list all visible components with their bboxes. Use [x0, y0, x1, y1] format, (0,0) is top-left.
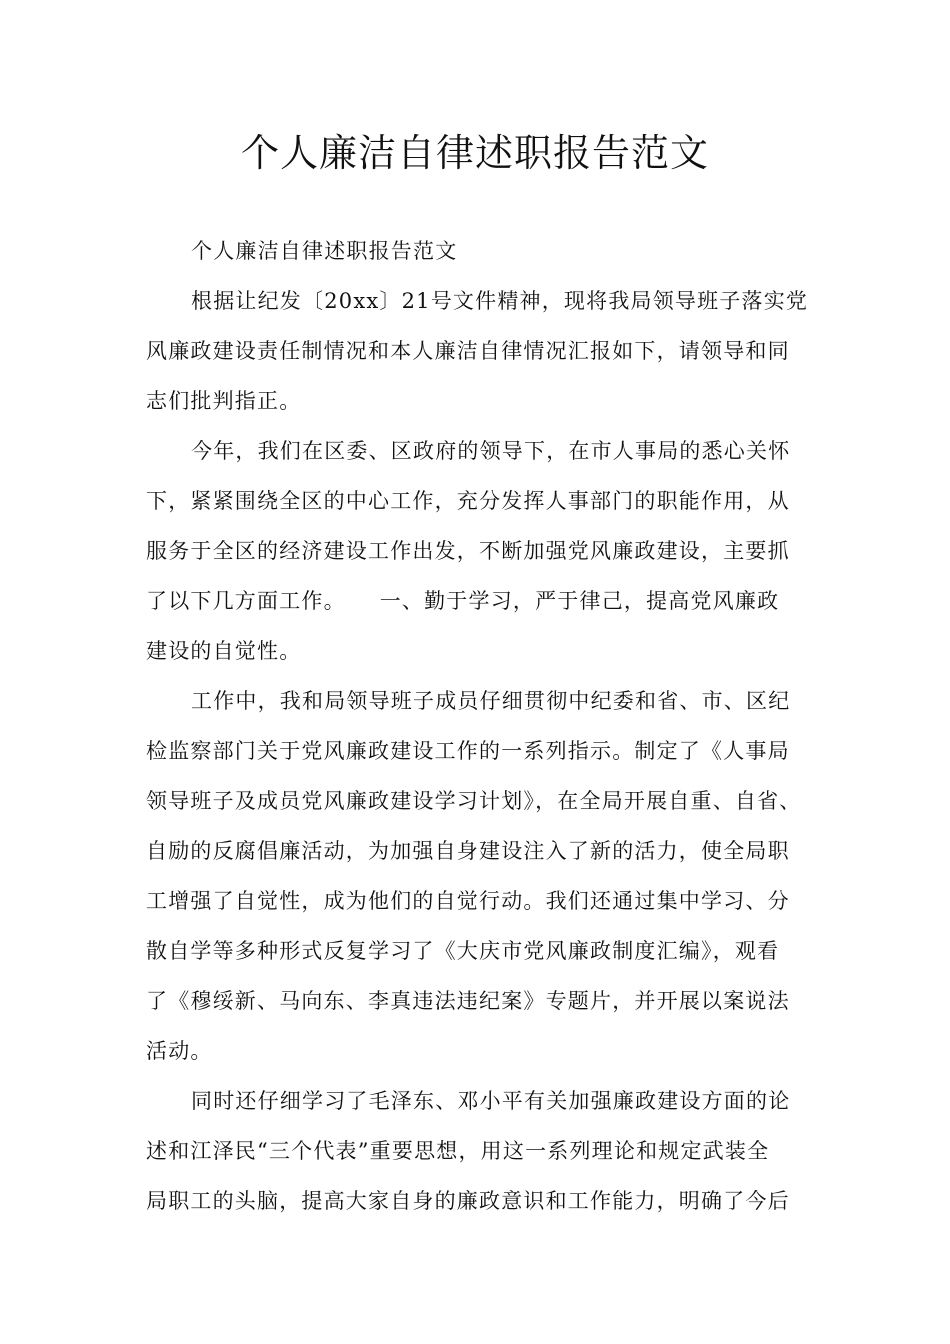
- text-line: 风廉政建设责任制情况和本人廉洁自律情况汇报如下，请领导和同: [146, 339, 790, 363]
- text-line: 建设的自觉性。: [146, 639, 302, 663]
- text-line: 述和江泽民“三个代表”重要思想，用这一系列理论和规定武装全: [146, 1139, 770, 1163]
- text-line: 下，紧紧围绕全区的中心工作，充分发挥人事部门的职能作用，从: [146, 489, 790, 513]
- document-title: 个人廉洁自律述职报告范文: [240, 131, 709, 175]
- text-line: 自励的反腐倡廉活动，为加强自身建设注入了新的活力，使全局职: [146, 839, 790, 863]
- text-line: 了以下几方面工作。 一、勤于学习，严于律己，提高党风廉政: [146, 589, 780, 613]
- text-line: 志们批判指正。: [146, 389, 302, 413]
- text-line: 局职工的头脑，提高大家自身的廉政意识和工作能力，明确了今后: [146, 1189, 790, 1213]
- text-line: 工增强了自觉性，成为他们的自觉行动。我们还通过集中学习、分: [146, 889, 790, 913]
- text-line: 领导班子及成员党风廉政建设学习计划》，在全局开展自重、自省、: [146, 789, 802, 813]
- document-body: [146, 226, 811, 1226]
- text-line: 了《穆绥新、马向东、李真违法违纪案》专题片，并开展以案说法: [146, 989, 790, 1013]
- text-line: 同时还仔细学习了毛泽东、邓小平有关加强廉政建设方面的论: [191, 1089, 791, 1113]
- text-line: 工作中，我和局领导班子成员仔细贯彻中纪委和省、市、区纪: [191, 689, 791, 713]
- text-line: 根据让纪发〔20xx〕21号文件精神，现将我局领导班子落实党: [191, 289, 809, 313]
- text-line: 今年，我们在区委、区政府的领导下，在市人事局的悉心关怀: [191, 439, 791, 463]
- text-line: 服务于全区的经济建设工作出发，不断加强党风廉政建设，主要抓: [146, 539, 790, 563]
- text-line: 活动。: [146, 1039, 213, 1063]
- text-line: 个人廉洁自律述职报告范文: [191, 239, 458, 263]
- text-line: 检监察部门关于党风廉政建设工作的一系列指示。制定了《人事局: [146, 739, 790, 763]
- text-line: 散自学等多种形式反复学习了《大庆市党风廉政制度汇编》，观看: [146, 939, 780, 963]
